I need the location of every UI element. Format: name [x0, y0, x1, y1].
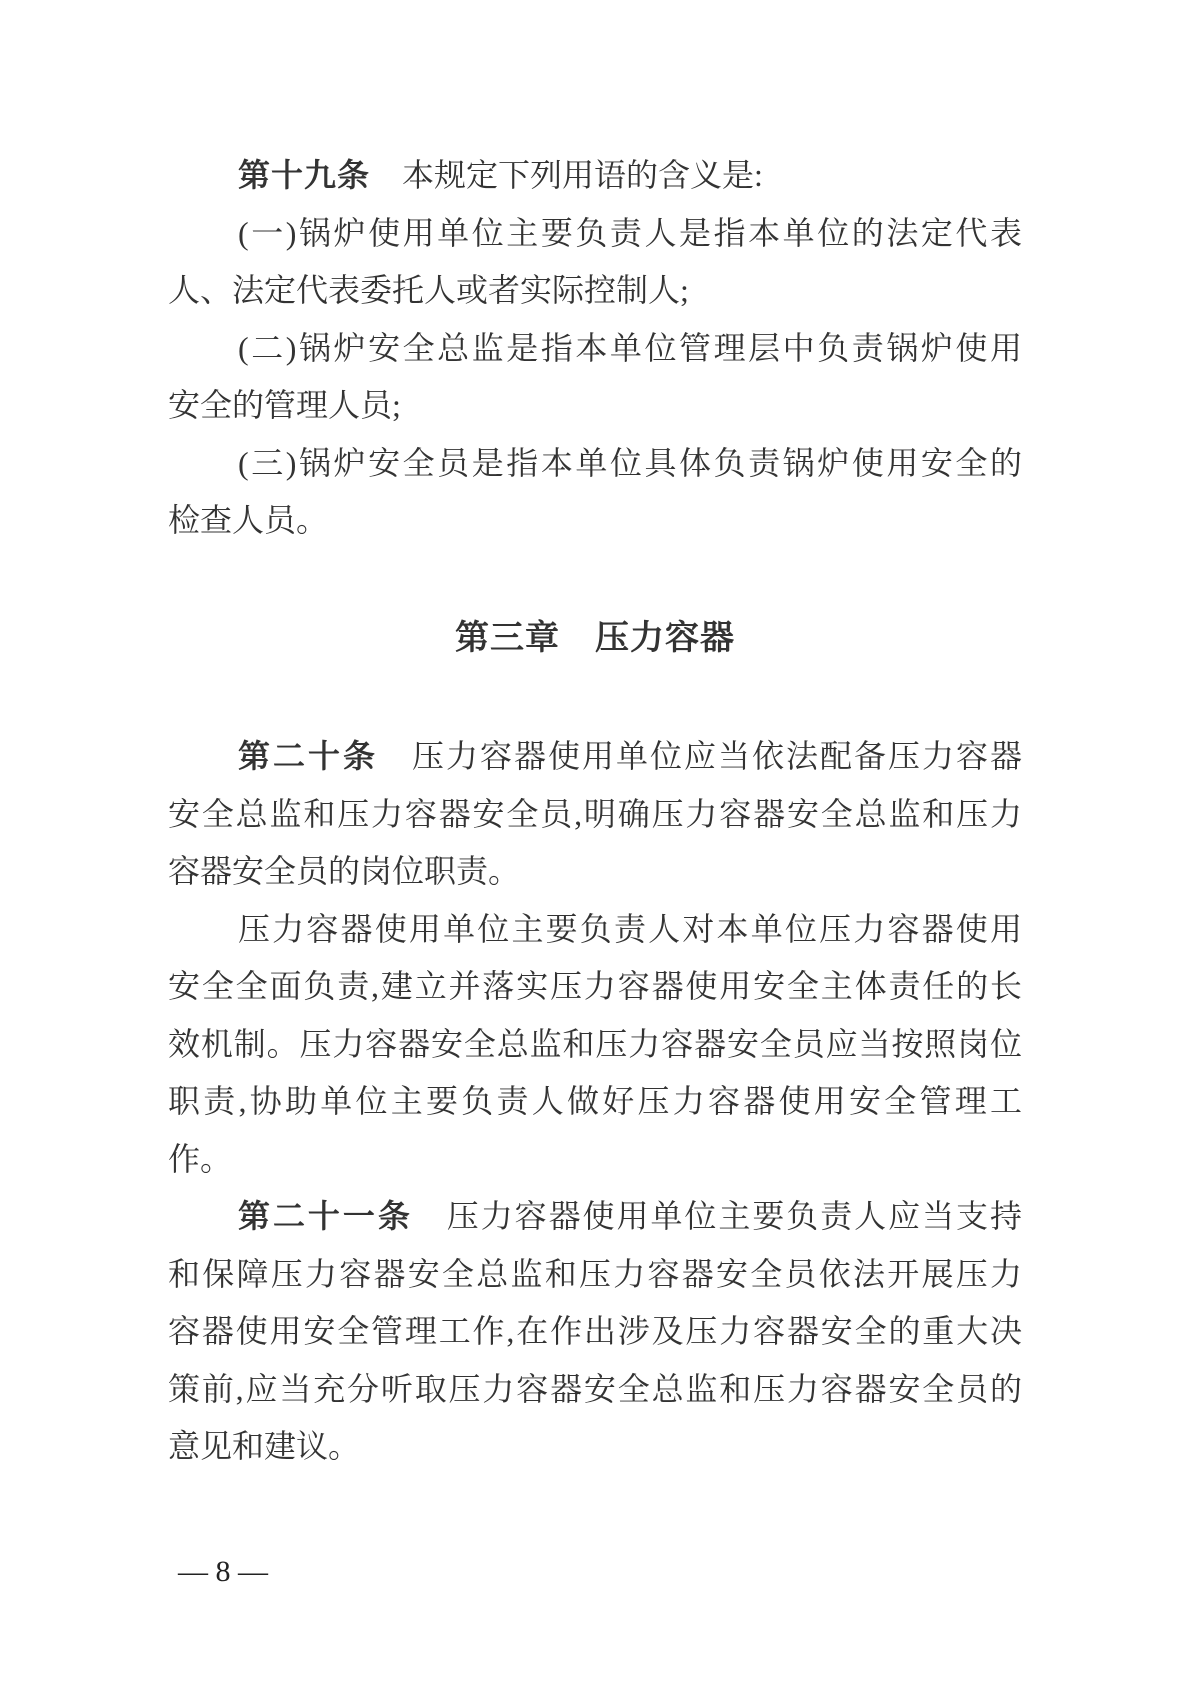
chapter-heading: 第三章 压力容器: [455, 618, 735, 657]
text-line: 效机制。压力容器安全总监和压力容器安全员应当按照岗位: [168, 1025, 1022, 1062]
text-line: 意见和建议。: [168, 1428, 361, 1464]
document-body: [168, 147, 1022, 1476]
text-line: 和保障压力容器安全总监和压力容器安全员依法开展压力: [168, 1255, 1022, 1292]
text-line: 作。: [168, 1140, 233, 1177]
text-line: 人、法定代表委托人或者实际控制人;: [168, 272, 689, 308]
text-line: 检查人员。: [168, 502, 329, 538]
text-line: (三)锅炉安全员是指本单位具体负责锅炉使用安全的: [238, 444, 1022, 481]
text-line: 安全总监和压力容器安全员,明确压力容器安全总监和压力: [168, 795, 1022, 832]
page-number: — 8 —: [178, 1555, 268, 1588]
text-line: 容器使用安全管理工作,在作出涉及压力容器安全的重大决: [168, 1313, 1022, 1349]
text-line: 策前,应当充分听取压力容器安全总监和压力容器安全员的: [168, 1370, 1022, 1407]
text-line: 压力容器使用单位主要负责人对本单位压力容器使用: [238, 910, 1022, 947]
article-number-lead: 第二十一条: [238, 1198, 413, 1234]
text-line: 第二十一条 压力容器使用单位主要负责人应当支持: [238, 1198, 1022, 1234]
text-line: (二)锅炉安全总监是指本单位管理层中负责锅炉使用: [238, 329, 1022, 366]
text-line: 容器安全员的岗位职责。: [168, 853, 521, 889]
article-number-lead: 第二十条: [238, 738, 378, 774]
text-line: 安全全面负责,建立并落实压力容器使用安全主体责任的长: [168, 968, 1022, 1004]
text-line: (一)锅炉使用单位主要负责人是指本单位的法定代表: [238, 214, 1022, 251]
text-line: 职责,协助单位主要负责人做好压力容器使用安全管理工: [168, 1083, 1022, 1119]
text-line: 第二十条 压力容器使用单位应当依法配备压力容器: [238, 738, 1022, 774]
text-line: 安全的管理人员;: [168, 387, 401, 423]
article-number-lead: 第十九条: [238, 157, 371, 193]
text-line: 第十九条 本规定下列用语的含义是:: [238, 157, 763, 193]
